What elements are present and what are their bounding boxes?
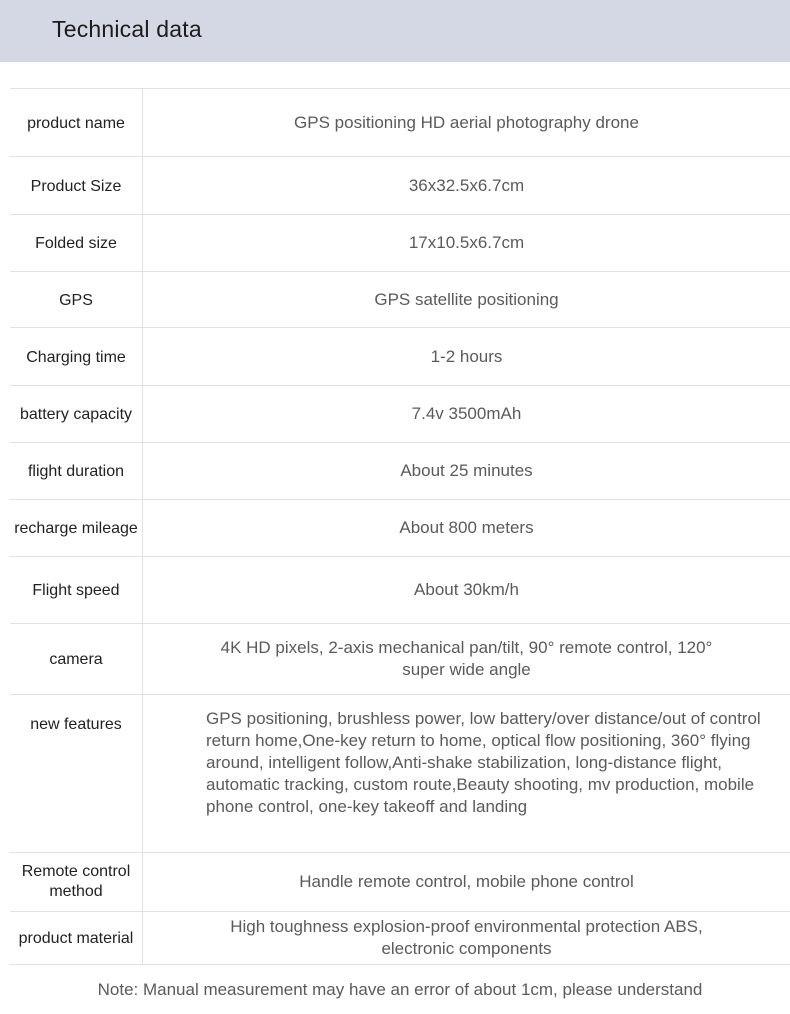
- spec-label: camera: [10, 624, 143, 694]
- spec-row-product-size: [10, 157, 790, 215]
- spec-label: new features: [10, 695, 143, 852]
- spec-row-product-name: [10, 89, 790, 157]
- spec-value: GPS positioning, brushless power, low battery/over distance/out of control return home,One-key return to home, optical flow positioning, 360° flying around, intelligent follow,Anti-shake stabilization, long-distance flight, automatic tracking, custom route,Beauty shooting, mv production, mobile phone control, one-key takeoff and landing: [206, 709, 761, 816]
- spec-label: Remote control method: [10, 853, 143, 911]
- spec-label: product material: [10, 912, 143, 964]
- spec-value: Handle remote control, mobile phone control: [299, 872, 634, 891]
- spec-value: About 25 minutes: [400, 461, 533, 480]
- spec-value: 36x32.5x6.7cm: [408, 175, 525, 195]
- section-header: [0, 0, 790, 62]
- spec-row-new-features: [10, 695, 790, 853]
- spec-value: About 800 meters: [399, 518, 534, 537]
- spec-label: Folded size: [10, 215, 143, 271]
- spec-row-flight-duration: [10, 443, 790, 500]
- spec-row-product-material: [10, 912, 790, 965]
- spec-label: recharge mileage: [10, 500, 143, 556]
- spec-row-recharge-mileage: [10, 500, 790, 557]
- spec-row-flight-speed: [10, 557, 790, 624]
- spec-label: battery capacity: [10, 386, 143, 442]
- spec-label: GPS: [10, 272, 143, 327]
- spec-value: About 30km/h: [414, 580, 519, 599]
- spec-label: Product Size: [10, 157, 143, 214]
- section-title: Technical data: [52, 16, 202, 42]
- spec-value: High toughness explosion-proof environmental protection ABS, electronic components: [230, 917, 703, 958]
- spec-row-folded-size: [10, 215, 790, 272]
- spec-row-battery-capacity: [10, 386, 790, 443]
- spec-label: Charging time: [10, 328, 143, 385]
- spec-value: GPS positioning HD aerial photography drone: [294, 112, 639, 132]
- spec-row-remote-control-method: [10, 853, 790, 912]
- spec-label: Flight speed: [10, 557, 143, 623]
- spec-value: 7.4v 3500mAh: [411, 404, 522, 423]
- spec-row-camera: [10, 624, 790, 695]
- spec-value: 4K HD pixels, 2-axis mechanical pan/tilt, 90° remote control, 120° super wide angle: [220, 638, 713, 679]
- spec-label: flight duration: [10, 443, 143, 499]
- spec-table: [10, 88, 790, 965]
- spec-row-gps: [10, 272, 790, 328]
- spec-row-charging-time: [10, 328, 790, 386]
- spec-label: product name: [10, 89, 143, 156]
- spec-value: 1-2 hours: [430, 346, 503, 366]
- spec-value: GPS satellite positioning: [374, 289, 559, 309]
- measurement-note: Note: Manual measurement may have an error of about 1cm, please understand: [97, 980, 703, 999]
- spec-value: 17x10.5x6.7cm: [408, 233, 525, 252]
